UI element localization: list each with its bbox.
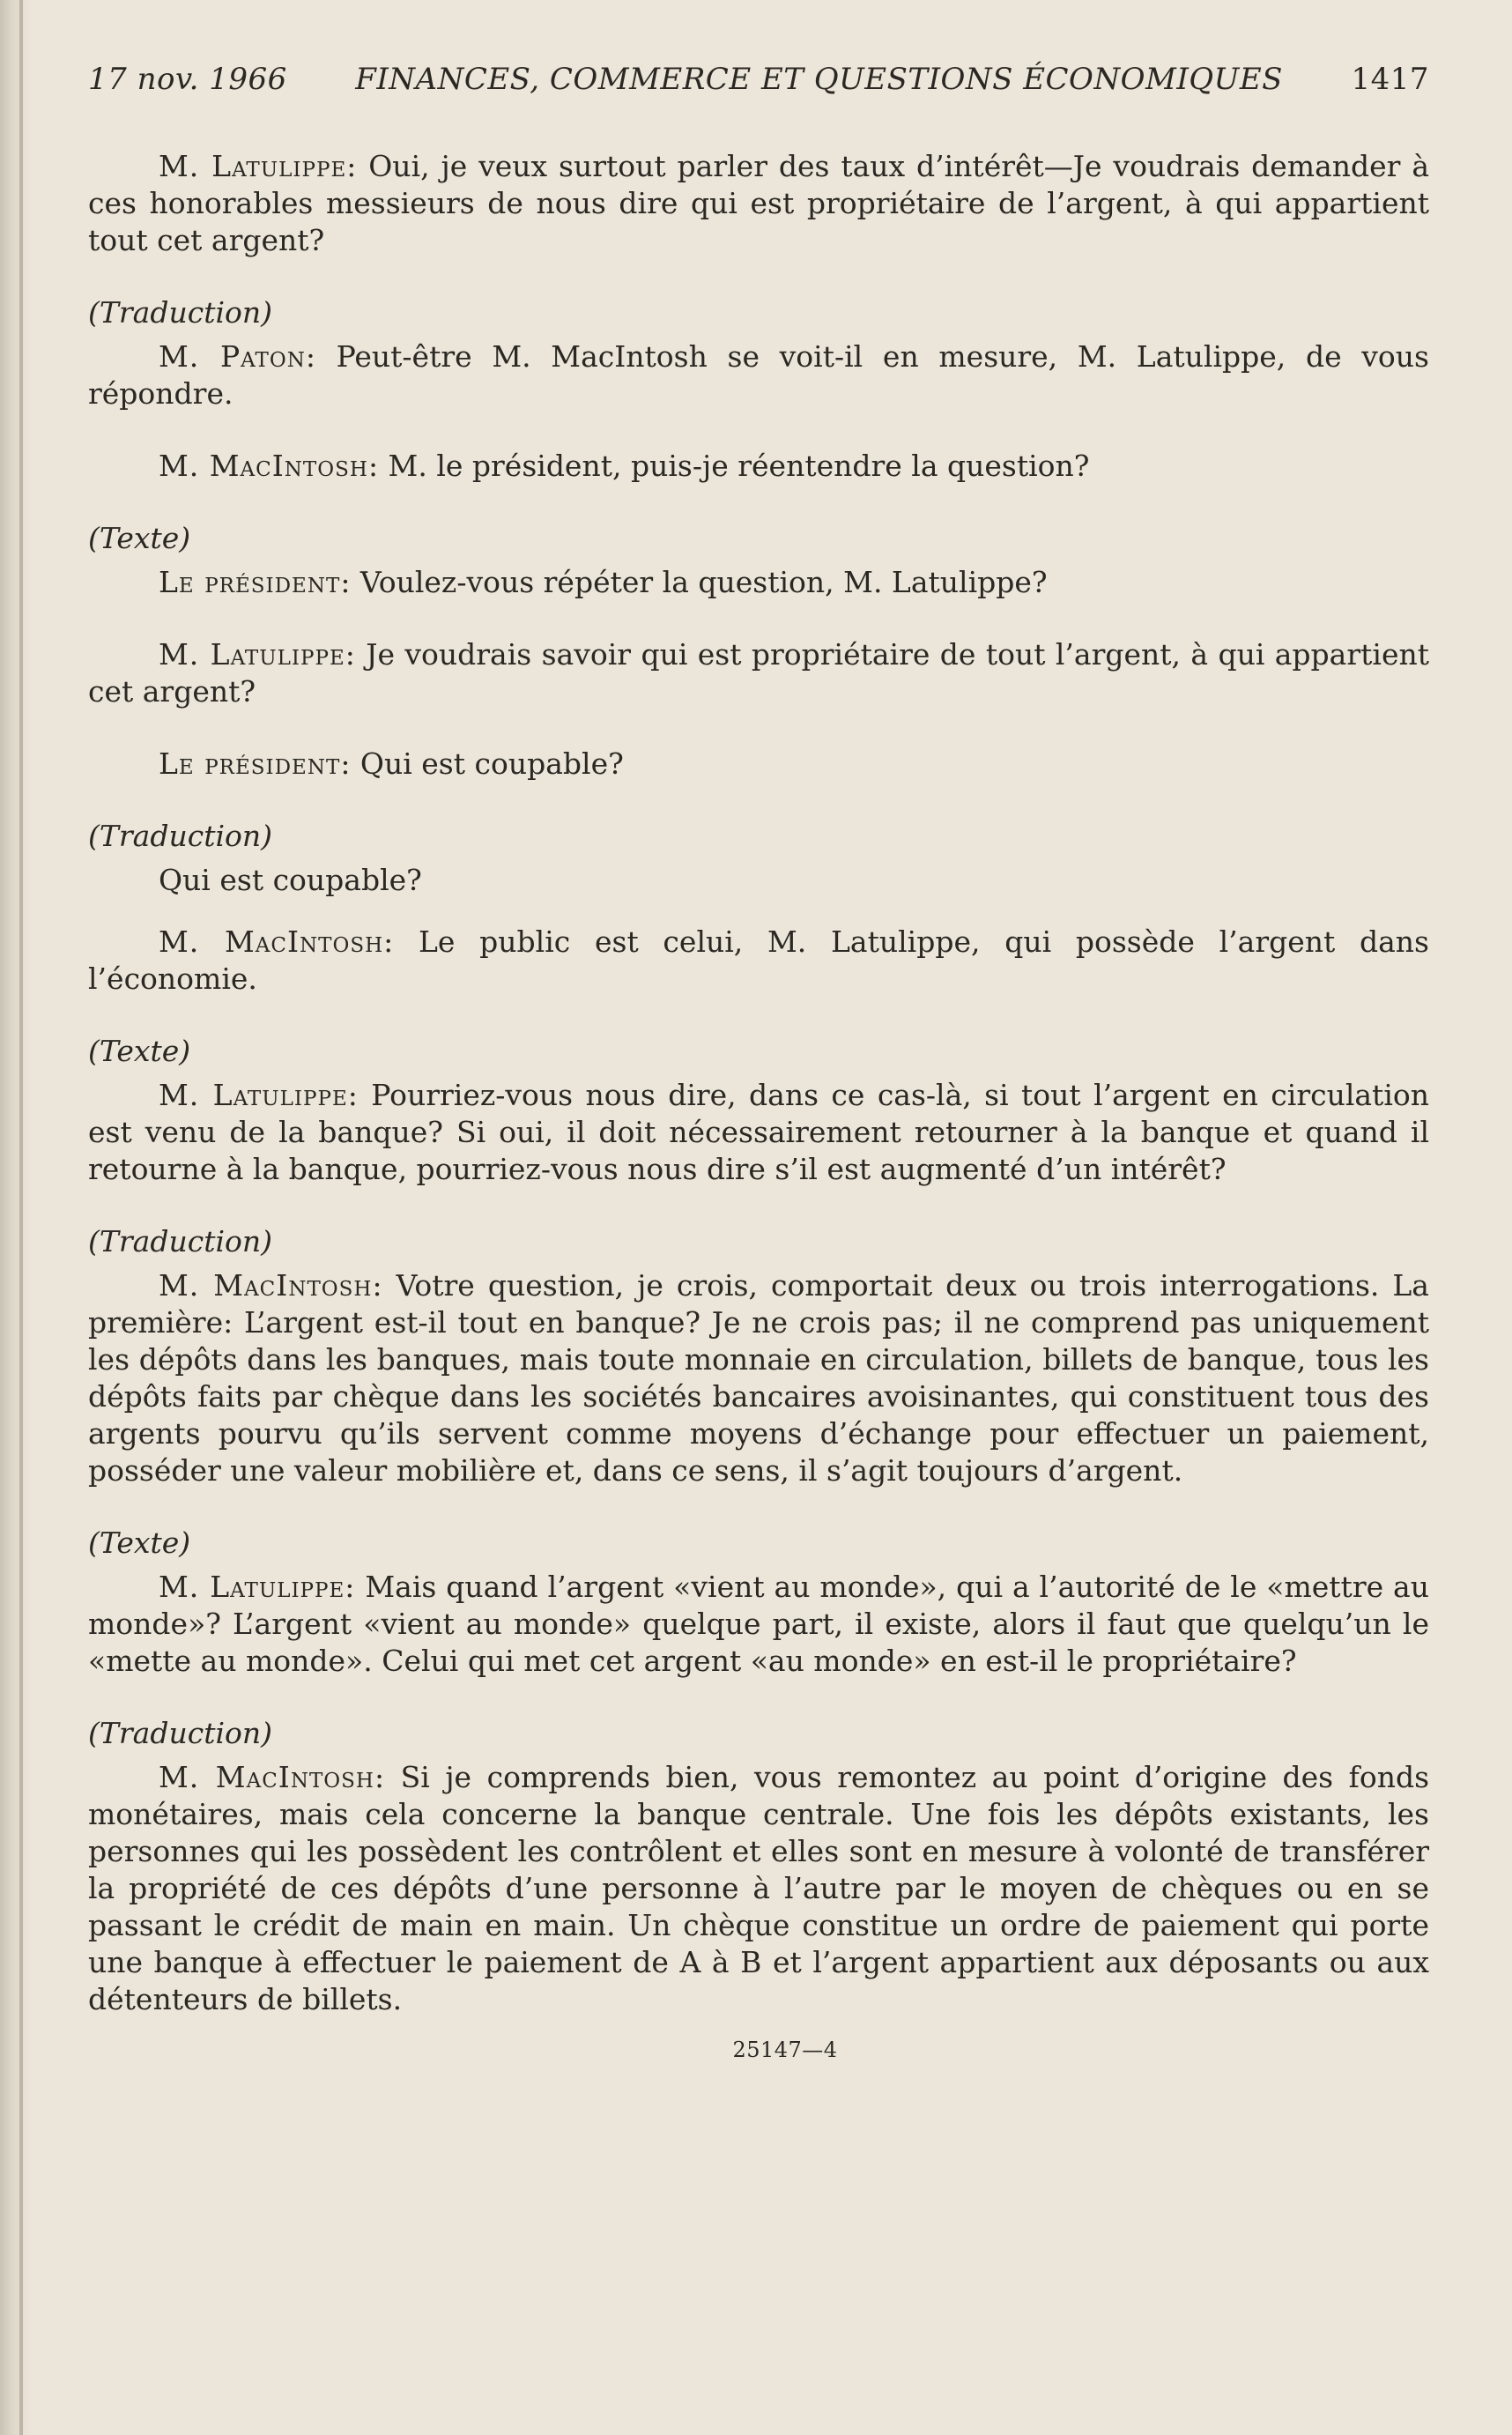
paragraph-text: Qui est coupable? [159, 863, 422, 897]
language-note: (Texte) [88, 521, 191, 555]
speaker-name: M. Latulippe: [159, 149, 358, 183]
paragraph-text: Votre question, je crois, comportait deux ou trois interrogations. La première: L’argent est-il tout en banque? Je ne crois pas; il ne comprend pas uniquement les dépôts dans les banques, mais toute monnaie en circulation, billets de banque, tous les dépôts faits par chèque dans les sociétés bancaires avoisinantes, qui constituent tous des argents pourvu qu’ils servent comme moyens d’échange pour effectuer un paiement, posséder une valeur mobilière et, dans ce sens, il s’agit toujours d’argent. [88, 1268, 1429, 1488]
paragraph-text: Le public est celui, M. Latulippe, qui possède l’argent dans l’économie. [88, 924, 1429, 996]
paragraph [88, 924, 1429, 998]
language-note: (Traduction) [88, 1224, 273, 1258]
paragraph-text: Je voudrais savoir qui est propriétaire de tout l’argent, à qui appartient cet argent? [88, 637, 1429, 709]
language-note: (Traduction) [88, 1716, 273, 1750]
speaker-name: M. MacIntosh: [159, 924, 395, 959]
header-date: 17 nov. 1966 [88, 62, 287, 97]
paragraph [88, 1759, 1429, 2018]
paragraph-text: Pourriez-vous nous dire, dans ce cas-là, si tout l’argent en circulation est venu de la banque? Si oui, il doit nécessairement retourner à la banque et quand il retourne à la banque, pourriez-vous nous dire s’il est augmenté d’un intérêt? [88, 1078, 1429, 1186]
paragraph [88, 1267, 1429, 1489]
body-text [88, 148, 1429, 2018]
document-page [88, 62, 1429, 2062]
binding-edge [0, 0, 32, 2435]
running-header [88, 62, 1429, 115]
language-note: (Texte) [88, 1526, 191, 1560]
speaker-name: Le président: [159, 746, 352, 781]
paragraph [88, 862, 1429, 899]
paragraph-text: Si je comprends bien, vous remontez au point d’origine des fonds monétaires, mais cela concerne la banque centrale. Une fois les dépôts existants, les personnes qui les possèdent les contrôlent et elles sont en mesure à volonté de transférer la propriété de ces dépôts d’une personne à l’autre par le moyen de chèques ou en se passant le crédit de main en main. Un chèque constitue un ordre de paiement qui porte une banque à effectuer le paiement de A à B et l’argent appartient aux déposants ou aux détenteurs de billets. [88, 1760, 1430, 2016]
paragraph [88, 1077, 1429, 1188]
paragraph [88, 564, 1429, 601]
speaker-name: M. Latulippe: [159, 1570, 356, 1604]
paragraph [88, 636, 1429, 710]
paragraph-text: Mais quand l’argent «vient au monde», qui a l’autorité de le «mettre au monde»? L’argent «vient au monde» quelque part, il existe, alors il faut que quelqu’un le «mette au monde». Celui qui met cet argent «au monde» en est-il le propriétaire? [88, 1570, 1429, 1678]
language-note: (Texte) [88, 1034, 191, 1068]
paragraph-text: Oui, je veux surtout parler des taux d’intérêt—Je voudrais demander à ces honorables messieurs de nous dire qui est propriétaire de l’argent, à qui appartient tout cet argent? [88, 149, 1429, 257]
paragraph-text: Peut-être M. MacIntosh se voit-il en mesure, M. Latulippe, de vous répondre. [88, 339, 1429, 411]
binding-shadow [19, 0, 23, 2435]
paragraph [88, 448, 1429, 485]
paragraph [88, 148, 1429, 259]
speaker-name: M. Latulippe: [159, 637, 356, 672]
paragraph [88, 746, 1429, 783]
speaker-name: M. MacIntosh: [159, 1268, 383, 1303]
paragraph [88, 1569, 1429, 1680]
language-note: (Traduction) [88, 819, 273, 853]
paragraph-text: M. le président, puis-je réentendre la question? [379, 449, 1090, 483]
speaker-name: Le président: [159, 565, 352, 599]
paragraph-text: Qui est coupable? [351, 746, 624, 781]
speaker-name: M. Latulippe: [159, 1078, 359, 1112]
speaker-name: M. MacIntosh: [159, 1760, 386, 1794]
printer-signature: 25147—4 [732, 2038, 838, 2062]
page-number: 1417 [1351, 62, 1429, 97]
speaker-name: M. Paton: [159, 339, 316, 374]
paragraph [88, 338, 1429, 412]
speaker-name: M. MacIntosh: [159, 449, 380, 483]
paragraph-text: Voulez-vous répéter la question, M. Latulippe? [351, 565, 1048, 599]
header-title: FINANCES, COMMERCE ET QUESTIONS ÉCONOMIQUES [355, 62, 1283, 97]
language-note: (Traduction) [88, 295, 273, 330]
